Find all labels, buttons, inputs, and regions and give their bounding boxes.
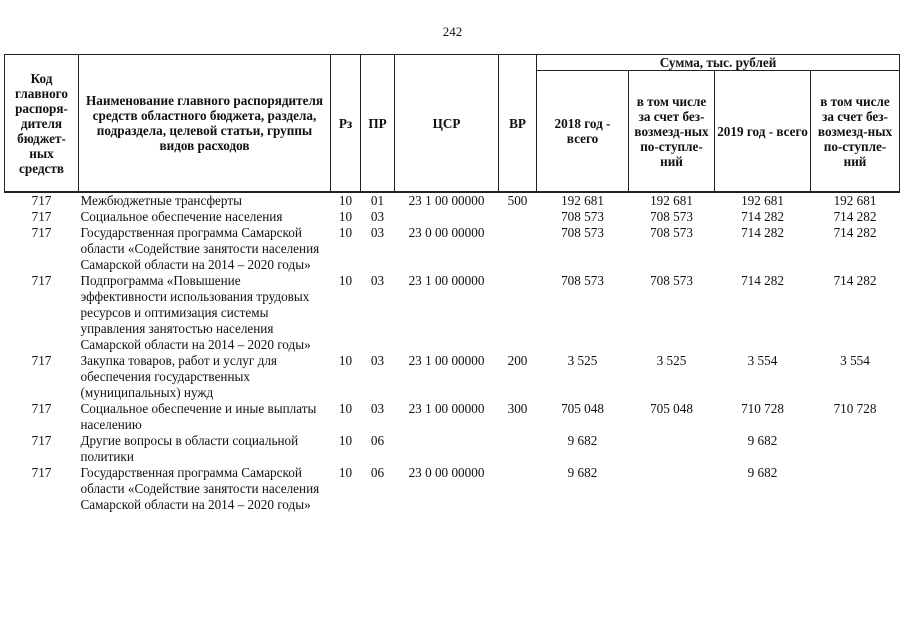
table-row [5,353,900,401]
budget-table [4,54,900,513]
cell-2018-total: 705 048 [561,401,604,416]
cell-pr: 01 [370,193,385,208]
page-number: 242 [442,24,463,39]
cell-rz: 10 [338,209,353,224]
header-name: Наименование главного распорядителя средств областного бюджета, раздела, подраздела, целевой статьи, группы видов расходов [79,55,331,193]
cell-vr: 500 [507,193,528,208]
cell-vr: 300 [507,401,528,416]
cell-2018-free [629,465,715,513]
cell-2018-free: 705 048 [650,401,693,416]
cell-2019-free: 192 681 [833,193,877,208]
table-row [5,192,900,209]
cell-csr: 23 1 00 00000 [408,353,485,368]
cell-vr [499,209,537,225]
table-row [5,401,900,433]
cell-pr: 03 [370,353,385,368]
cell-rz: 10 [338,465,353,480]
cell-2019-free: 714 282 [833,209,877,224]
header-vr: ВР [499,55,537,193]
table-row [5,225,900,273]
cell-2019-free: 3 554 [840,353,870,368]
cell-rz: 10 [338,225,353,240]
cell-pr: 03 [370,401,385,416]
cell-csr [395,209,499,225]
cell-2019-free [811,433,900,465]
header-csr: ЦСР [395,55,499,193]
cell-2019-total: 9 682 [747,465,778,480]
table-row [5,273,900,353]
cell-name: Государственная программа Самарской области «Содействие занятости населения Самарской области на 2014 – 2020 годы» [80,225,320,272]
cell-pr: 03 [370,225,385,240]
header-2019-total: 2019 год - всего [715,71,811,193]
cell-code: 717 [31,465,52,480]
cell-csr: 23 0 00 00000 [408,225,485,240]
cell-2018-total: 708 573 [561,225,604,240]
cell-2019-total: 3 554 [747,353,778,368]
cell-name: Социальное обеспечение населения [80,209,283,224]
cell-rz: 10 [338,273,353,288]
cell-csr: 23 1 00 00000 [408,401,485,416]
cell-2019-free: 714 282 [833,225,877,240]
header-pr: ПР [361,55,395,193]
cell-code: 717 [31,225,52,240]
cell-code: 717 [31,193,52,208]
cell-rz: 10 [338,193,353,208]
header-2018-total: 2018 год - всего [537,71,629,193]
cell-2019-free [811,465,900,513]
cell-2019-total: 192 681 [741,193,784,208]
cell-2019-total: 714 282 [741,225,784,240]
cell-vr: 200 [507,353,528,368]
cell-name: Межбюджетные трансферты [80,193,242,208]
cell-vr [499,465,537,513]
cell-2018-free: 708 573 [650,225,693,240]
cell-2018-total: 9 682 [567,433,598,448]
cell-vr [499,273,537,353]
cell-2019-free: 714 282 [833,273,877,288]
cell-2018-free: 708 573 [650,273,693,288]
cell-2019-free: 710 728 [833,401,877,416]
header-2018-free: в том числе за счет без-возмезд-ных по-ступле-ний [629,71,715,193]
cell-2019-total: 9 682 [747,433,778,448]
cell-csr: 23 1 00 00000 [408,193,485,208]
cell-code: 717 [31,209,52,224]
cell-rz: 10 [338,433,353,448]
cell-pr: 03 [370,209,385,224]
cell-2018-free: 3 525 [656,353,687,368]
cell-2018-total: 708 573 [561,209,604,224]
cell-vr [499,433,537,465]
table-row [5,465,900,513]
cell-2019-total: 710 728 [741,401,784,416]
cell-2019-total: 714 282 [741,273,784,288]
header-rz: Рз [331,55,361,193]
cell-name: Закупка товаров, работ и услуг для обеспечения государственных (муниципальных) нужд [80,353,277,400]
cell-code: 717 [31,353,52,368]
header-code: Код главного распоря-дителя бюджет-ных средств [5,55,79,193]
cell-2018-free: 192 681 [650,193,693,208]
cell-vr [499,225,537,273]
cell-csr: 23 0 00 00000 [408,465,485,480]
cell-2018-free [629,433,715,465]
table-row [5,433,900,465]
cell-2019-total: 714 282 [741,209,784,224]
cell-pr: 06 [370,465,385,480]
cell-code: 717 [31,401,52,416]
cell-name: Государственная программа Самарской области «Содействие занятости населения Самарской области на 2014 – 2020 годы» [80,465,320,512]
cell-name: Другие вопросы в области социальной политики [80,433,299,464]
header-2019-free: в том числе за счет без-возмезд-ных по-ступле-ний [811,71,900,193]
cell-2018-total: 192 681 [561,193,604,208]
cell-pr: 06 [370,433,385,448]
header-sum-group: Сумма, тыс. рублей [537,55,900,71]
cell-2018-free: 708 573 [650,209,693,224]
cell-code: 717 [31,273,52,288]
cell-2018-total: 9 682 [567,465,598,480]
cell-pr: 03 [370,273,385,288]
cell-rz: 10 [338,353,353,368]
cell-csr [395,433,499,465]
cell-csr: 23 1 00 00000 [408,273,485,288]
cell-name: Подпрограмма «Повышение эффективности использования трудовых ресурсов и оптимизация системы управления занятостью населения Самарской области на 2014 – 2020 годы» [80,273,311,352]
table-row [5,209,900,225]
cell-rz: 10 [338,401,353,416]
cell-code: 717 [31,433,52,448]
cell-2018-total: 3 525 [567,353,598,368]
cell-name: Социальное обеспечение и иные выплаты населению [80,401,317,432]
cell-2018-total: 708 573 [561,273,604,288]
